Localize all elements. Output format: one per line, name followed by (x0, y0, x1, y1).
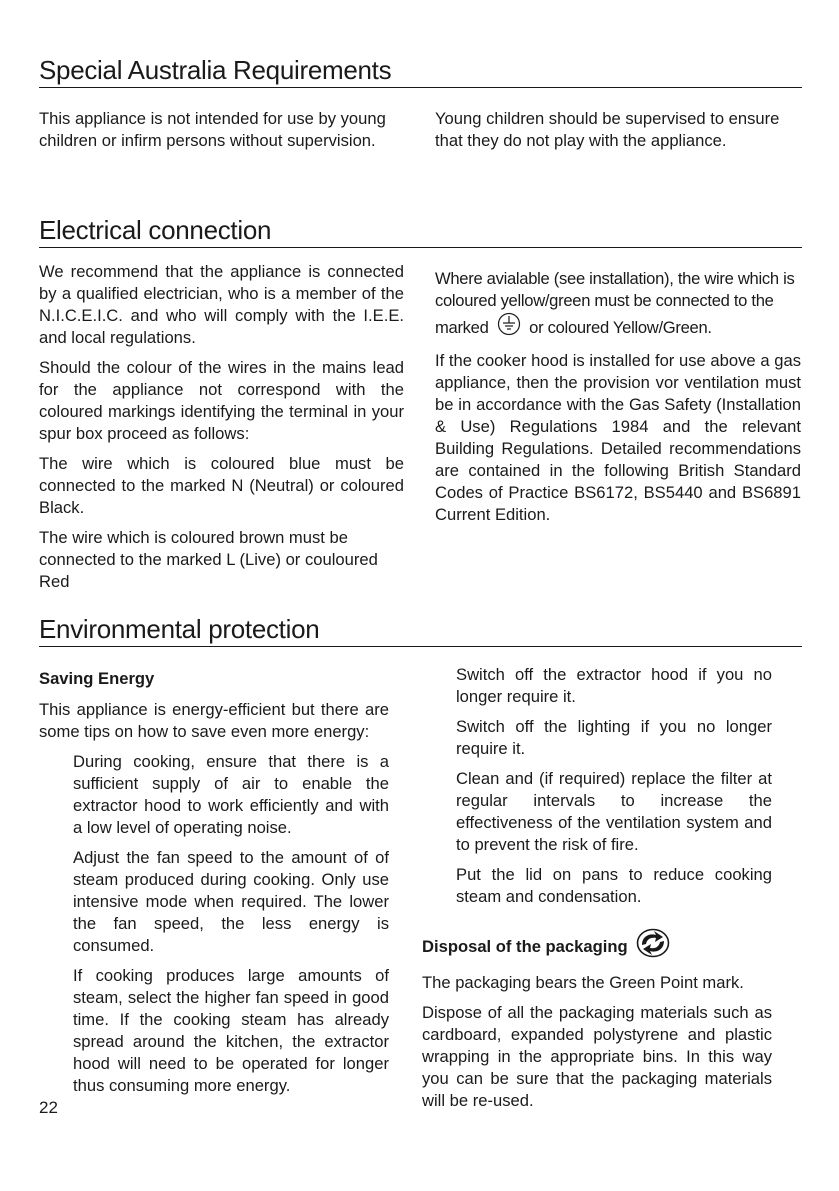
green-point-icon (636, 928, 670, 964)
electrical-left-p3: The wire which is coloured blue must be connected to the marked N (Neutral) or coloured Black. (39, 454, 404, 517)
australia-right-text: Young children should be supervised to ensure that they do not play with the appliance. (435, 109, 780, 150)
australia-heading: Special Australia Requirements (39, 55, 802, 88)
saving-tip-6: Clean and (if required) replace the filter at regular intervals to increase the effectiveness of the ventilation system and to prevent the risk of fire. (456, 769, 772, 854)
electrical-heading: Electrical connection (39, 215, 802, 248)
electrical-left-p4: The wire which is coloured brown must be connected to the marked L (Live) or couloured Red (39, 528, 378, 591)
disposal-title-line (422, 928, 772, 964)
environmental-right-column (422, 664, 772, 1120)
electrical-left-p1: We recommend that the appliance is connected by a qualified electrician, who is a member of the N.I.C.E.I.C. and who will comply with the I.E.E. and local regulations. (39, 262, 404, 347)
saving-tip-2: Adjust the fan speed to the amount of of steam produced during cooking. Only use intensive mode when required. The lower the fan speed, the less energy is consumed. (73, 848, 389, 955)
environmental-heading: Environmental protection (39, 614, 802, 647)
saving-tip-1: During cooking, ensure that there is a sufficient supply of air to enable the extractor hood to work efficiently and with a low level of operating noise. (73, 752, 389, 837)
electrical-right-p1 (435, 268, 801, 342)
environmental-left-column (39, 668, 389, 1105)
electrical-right-p2: If the cooker hood is installed for use above a gas appliance, then the provision vor ventilation must be in accordance with the Gas Safety (Installation & Use) Regulations 1984 and the relevant Building Regulations. Detailed recommendations are contained in the following British Standard Codes of Practice BS6172, BS5440 and BS6891 Current Edition. (435, 351, 801, 524)
electrical-right-column (435, 268, 801, 534)
disposal-text-1: The packaging bears the Green Point mark. (422, 973, 744, 992)
saving-tip-4: Switch off the extractor hood if you no longer require it. (456, 665, 772, 706)
saving-energy-title: Saving Energy (39, 669, 155, 688)
saving-tip-7: Put the lid on pans to reduce cooking steam and condensation. (456, 865, 772, 906)
electrical-left-column (39, 261, 404, 601)
electrical-left-p2: Should the colour of the wires in the mains lead for the appliance not correspond with the coloured markings identifying the terminal in your spur box proceed as follows: (39, 358, 404, 443)
electrical-right-p1-text-a: Where avialable (see installation), the wire which is coloured yellow/green must be connected to the marked (435, 269, 795, 337)
australia-right-column (435, 108, 802, 160)
page-number: 22 (39, 1098, 58, 1117)
saving-tip-5: Switch off the lighting if you no longer require it. (456, 717, 772, 758)
australia-left-column (39, 108, 405, 160)
saving-tip-3: If cooking produces large amounts of steam, select the higher fan speed in good time. If the cooking steam has already spread around the kitchen, the extractor hood will need to be operated for longer thus consuming more energy. (73, 966, 389, 1095)
earth-ground-icon (497, 312, 521, 342)
disposal-title: Disposal of the packaging (422, 937, 628, 956)
australia-left-text: This appliance is not intended for use by young children or infirm persons without supervision. (39, 109, 386, 150)
electrical-right-p1-text-b: or coloured Yellow/Green. (529, 318, 712, 337)
saving-energy-intro: This appliance is energy-efficient but there are some tips on how to save even more energy: (39, 700, 389, 741)
disposal-text-2: Dispose of all the packaging materials such as cardboard, expanded polystyrene and plastic wrapping in the appropriate bins. In this way you can be sure that the packaging materials will be re-used. (422, 1003, 772, 1110)
